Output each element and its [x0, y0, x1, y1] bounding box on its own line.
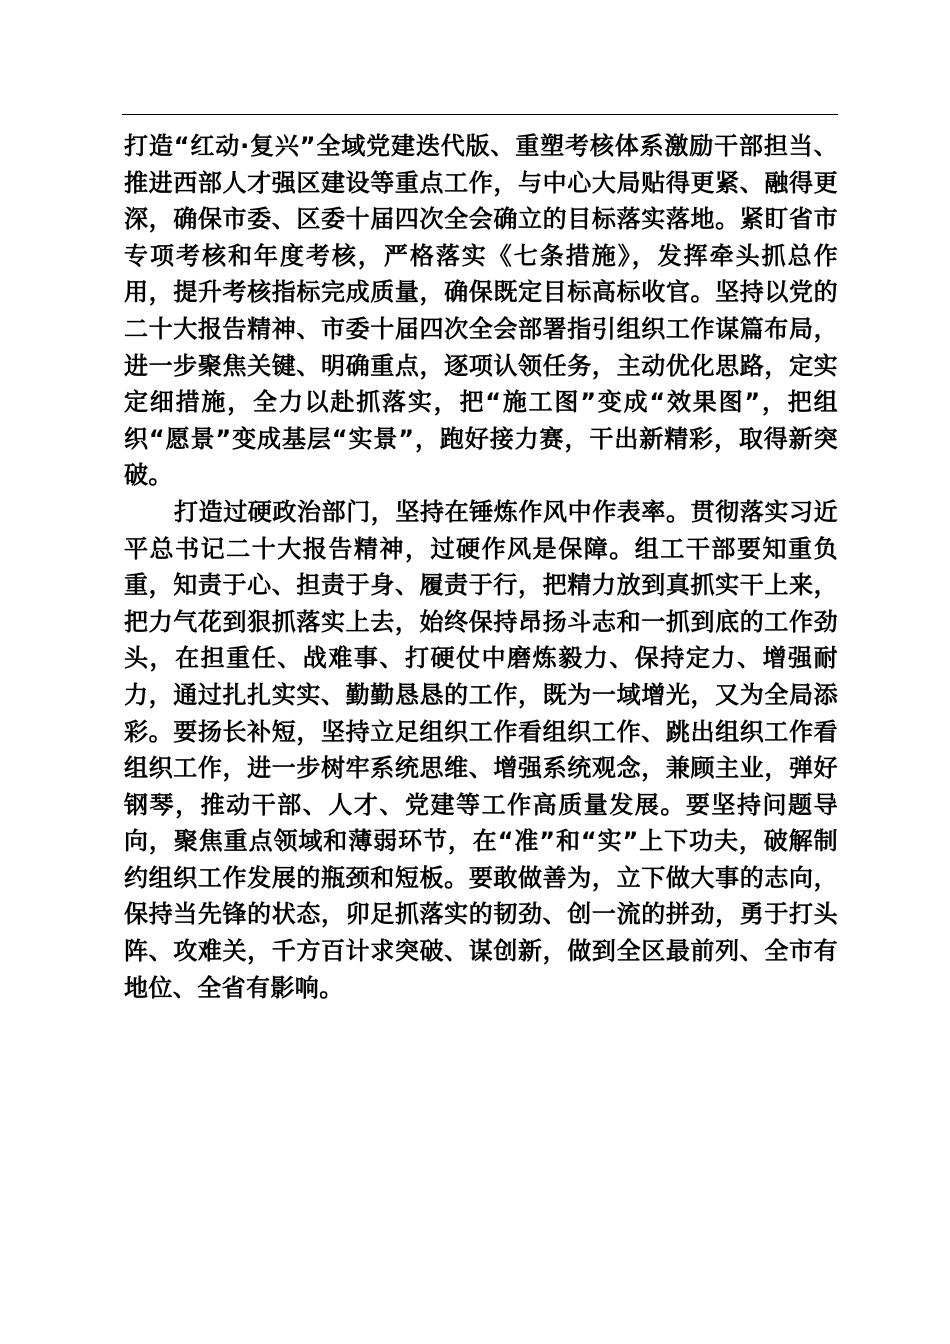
header-rule [122, 114, 838, 115]
document-body [124, 128, 838, 1006]
paragraph-1: 打造“红动·复兴”全域党建迭代版、重塑考核体系激励干部担当、推进西部人才强区建设等重点工作，与中心大局贴得更紧、融得更深，确保市委、区委十届四次全会确立的目标落实落地。紧盯省市专项考核和年度考核，严格落实《七条措施》，发挥牵头抓总作用，提升考核指标完成质量，确保既定目标高标收官。坚持以党的二十大报告精神、市委十届四次全会部署指引组织工作谋篇布局，进一步聚焦关键、明确重点，逐项认领任务，主动优化思路，定实定细措施，全力以赴抓落实，把“施工图”变成“效果图”，把组织“愿景”变成基层“实景”，跑好接力赛，干出新精彩，取得新突破。 [124, 132, 838, 490]
paragraph-2: 打造过硬政治部门，坚持在锤炼作风中作表率。贯彻落实习近平总书记二十大报告精神，过硬作风是保障。组工干部要知重负重，知责于心、担责于身、履责于行，把精力放到真抓实干上来，把力气花到狠抓落实上去，始终保持昂扬斗志和一抓到底的工作劲头，在担重任、战难事、打硬仗中磨炼毅力、保持定力、增强耐力，通过扎扎实实、勤勤恳恳的工作，既为一域增光，又为全局添彩。要扬长补短，坚持立足组织工作看组织工作、跳出组织工作看组织工作，进一步树牢系统思维、增强系统观念，兼顾主业，弹好钢琴，推动干部、人才、党建等工作高质量发展。要坚持问题导向，聚焦重点领域和薄弱环节，在“准”和“实”上下功夫，破解制约组织工作发展的瓶颈和短板。要敢做善为，立下做大事的志向，保持当先锋的状态，卯足抓落实的韧劲、创一流的拼劲，勇于打头阵、攻难关，千方百计求突破、谋创新，做到全区最前列、全市有地位、全省有影响。 [124, 497, 838, 1002]
